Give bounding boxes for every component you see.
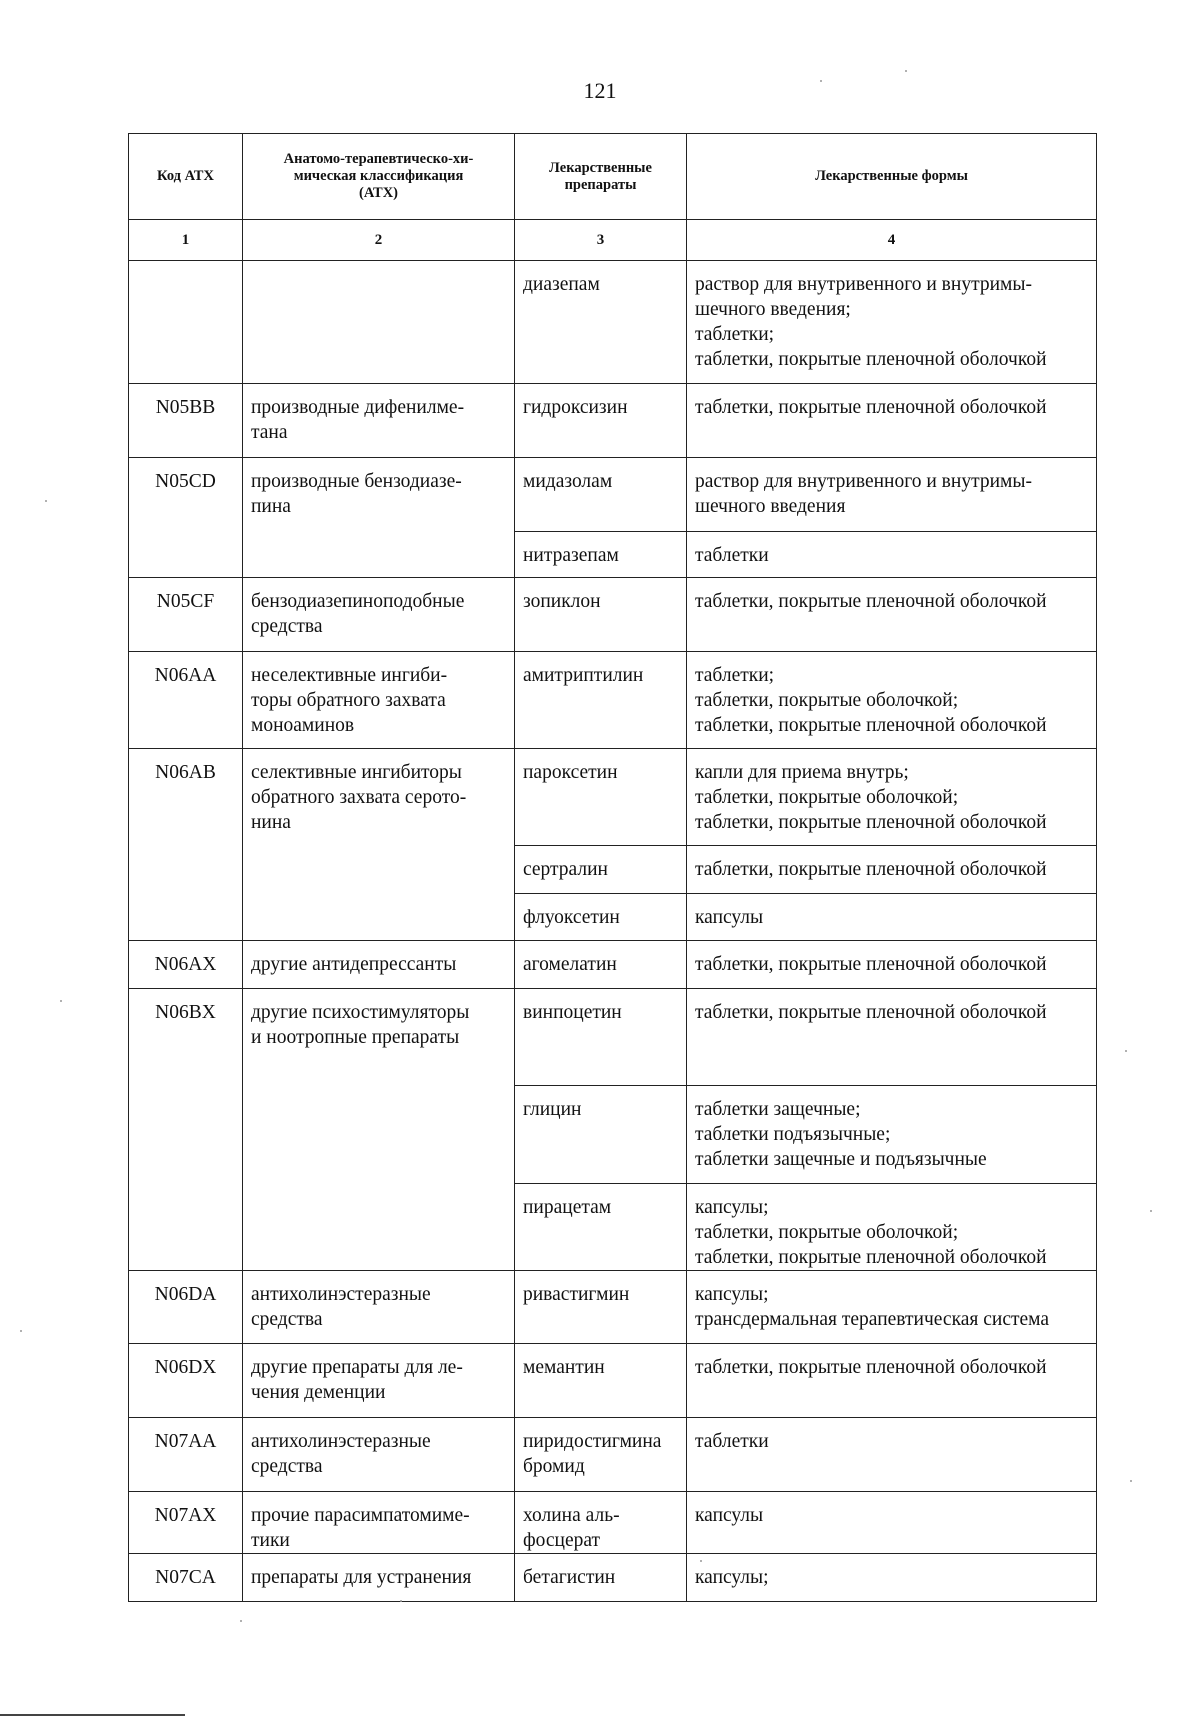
atx-classification-cell: другие препараты для ле- чения деменции bbox=[243, 1344, 515, 1418]
dosage-forms-cell: таблетки bbox=[687, 532, 1097, 578]
drug-name-cell: пиридостигмина бромид bbox=[515, 1418, 687, 1492]
atx-code-cell: N05CD bbox=[129, 458, 243, 578]
dosage-forms-cell: таблетки, покрытые пленочной оболочкой bbox=[687, 384, 1097, 458]
scan-speck bbox=[60, 1000, 62, 1002]
dosage-forms-cell: таблетки; таблетки, покрытые оболочкой; таблетки, покрытые пленочной оболочкой bbox=[687, 652, 1097, 749]
dosage-forms-cell: таблетки, покрытые пленочной оболочкой bbox=[687, 578, 1097, 652]
drug-name-cell: ривастигмин bbox=[515, 1271, 687, 1344]
table-row bbox=[129, 1492, 1097, 1554]
scan-speck bbox=[400, 1600, 402, 1602]
table-row bbox=[129, 261, 1097, 384]
dosage-forms-cell: таблетки защечные; таблетки подъязычные; таблетки защечные и подъязычные bbox=[687, 1086, 1097, 1184]
dosage-forms-cell: раствор для внутривенного и внутримы- шечного введения; таблетки; таблетки, покрытые пленочной оболочкой bbox=[687, 261, 1097, 384]
atx-code-cell: N07AA bbox=[129, 1418, 243, 1492]
drug-name-cell: амитриптилин bbox=[515, 652, 687, 749]
scan-speck bbox=[45, 500, 47, 502]
atx-drug-table bbox=[128, 133, 1097, 1602]
drug-name-cell: диазепам bbox=[515, 261, 687, 384]
atx-classification-cell: неселективные ингиби- торы обратного захвата моноаминов bbox=[243, 652, 515, 749]
scan-speck bbox=[905, 70, 907, 72]
table-header-row bbox=[129, 134, 1097, 220]
column-number-row bbox=[129, 220, 1097, 261]
dosage-forms-cell: таблетки, покрытые пленочной оболочкой bbox=[687, 989, 1097, 1086]
scan-speck bbox=[1125, 1050, 1127, 1052]
dosage-forms-cell: таблетки, покрытые пленочной оболочкой bbox=[687, 846, 1097, 894]
drug-name-cell: пирацетам bbox=[515, 1184, 687, 1271]
scan-speck bbox=[700, 1560, 702, 1562]
drug-name-cell: мемантин bbox=[515, 1344, 687, 1418]
dosage-forms-cell: капсулы bbox=[687, 1492, 1097, 1554]
atx-code-cell: N06DX bbox=[129, 1344, 243, 1418]
column-number: 4 bbox=[687, 220, 1097, 261]
atx-code-cell: N06AX bbox=[129, 941, 243, 989]
page-number: 121 bbox=[583, 78, 617, 103]
header-drugs: Лекарственные препараты bbox=[515, 134, 687, 220]
atx-classification-cell: селективные ингибиторы обратного захвата серото- нина bbox=[243, 749, 515, 941]
atx-classification-cell: другие психостимуляторы и ноотропные препараты bbox=[243, 989, 515, 1271]
header-atx-code: Код АТХ bbox=[129, 134, 243, 220]
drug-name-cell: гидроксизин bbox=[515, 384, 687, 458]
drug-name-cell: нитразепам bbox=[515, 532, 687, 578]
atx-classification-cell bbox=[243, 261, 515, 384]
atx-classification-cell: прочие парасимпатомиме- тики bbox=[243, 1492, 515, 1554]
scan-speck bbox=[240, 1620, 242, 1622]
atx-code-cell: N06AB bbox=[129, 749, 243, 941]
table-row bbox=[129, 1344, 1097, 1418]
table-row bbox=[129, 1554, 1097, 1602]
atx-classification-cell: производные бензодиазе- пина bbox=[243, 458, 515, 578]
atx-code-cell: N05CF bbox=[129, 578, 243, 652]
drug-name-cell: мидазолам bbox=[515, 458, 687, 532]
atx-classification-cell: другие антидепрессанты bbox=[243, 941, 515, 989]
atx-code-cell: N07CA bbox=[129, 1554, 243, 1602]
atx-classification-cell: антихолинэстеразные средства bbox=[243, 1418, 515, 1492]
table-row bbox=[129, 989, 1097, 1086]
drug-name-cell: холина аль- фосцерат bbox=[515, 1492, 687, 1554]
atx-code-cell bbox=[129, 261, 243, 384]
scan-speck bbox=[20, 1330, 22, 1332]
atx-classification-cell: препараты для устранения bbox=[243, 1554, 515, 1602]
dosage-forms-cell: таблетки bbox=[687, 1418, 1097, 1492]
drug-name-cell: бетагистин bbox=[515, 1554, 687, 1602]
table-row bbox=[129, 384, 1097, 458]
scan-speck bbox=[1130, 1480, 1132, 1482]
dosage-forms-cell: таблетки, покрытые пленочной оболочкой bbox=[687, 941, 1097, 989]
dosage-forms-cell: капсулы; трансдермальная терапевтическая система bbox=[687, 1271, 1097, 1344]
table-row bbox=[129, 1271, 1097, 1344]
atx-classification-cell: производные дифенилме- тана bbox=[243, 384, 515, 458]
header-dosage-forms: Лекарственные формы bbox=[687, 134, 1097, 220]
column-number: 3 bbox=[515, 220, 687, 261]
dosage-forms-cell: капсулы; таблетки, покрытые оболочкой; таблетки, покрытые пленочной оболочкой bbox=[687, 1184, 1097, 1271]
dosage-forms-cell: капсулы bbox=[687, 894, 1097, 941]
table-row bbox=[129, 941, 1097, 989]
dosage-forms-cell: таблетки, покрытые пленочной оболочкой bbox=[687, 1344, 1097, 1418]
drug-name-cell: пароксетин bbox=[515, 749, 687, 846]
table-body bbox=[129, 261, 1097, 1602]
table-row bbox=[129, 1418, 1097, 1492]
atx-classification-cell: антихолинэстеразные средства bbox=[243, 1271, 515, 1344]
dosage-forms-cell: раствор для внутривенного и внутримы- шечного введения bbox=[687, 458, 1097, 532]
atx-code-cell: N06BX bbox=[129, 989, 243, 1271]
scan-speck bbox=[820, 80, 822, 82]
drug-name-cell: глицин bbox=[515, 1086, 687, 1184]
dosage-forms-cell: капли для приема внутрь; таблетки, покрытые оболочкой; таблетки, покрытые пленочной оболочкой bbox=[687, 749, 1097, 846]
drug-name-cell: агомелатин bbox=[515, 941, 687, 989]
atx-code-cell: N07AX bbox=[129, 1492, 243, 1554]
atx-code-cell: N05BB bbox=[129, 384, 243, 458]
atx-classification-cell: бензодиазепиноподобные средства bbox=[243, 578, 515, 652]
drug-name-cell: зопиклон bbox=[515, 578, 687, 652]
column-number: 1 bbox=[129, 220, 243, 261]
drug-name-cell: сертралин bbox=[515, 846, 687, 894]
header-atx-classification: Анатомо-терапевтическо-хи- мическая классификация (АТХ) bbox=[243, 134, 515, 220]
table-row bbox=[129, 578, 1097, 652]
table-row bbox=[129, 749, 1097, 846]
scan-speck bbox=[1150, 1210, 1152, 1212]
atx-code-cell: N06AA bbox=[129, 652, 243, 749]
table-row bbox=[129, 458, 1097, 532]
atx-code-cell: N06DA bbox=[129, 1271, 243, 1344]
table-row bbox=[129, 652, 1097, 749]
dosage-forms-cell: капсулы; bbox=[687, 1554, 1097, 1602]
scan-edge-line bbox=[0, 1714, 185, 1716]
column-number: 2 bbox=[243, 220, 515, 261]
drug-name-cell: винпоцетин bbox=[515, 989, 687, 1086]
drug-name-cell: флуоксетин bbox=[515, 894, 687, 941]
